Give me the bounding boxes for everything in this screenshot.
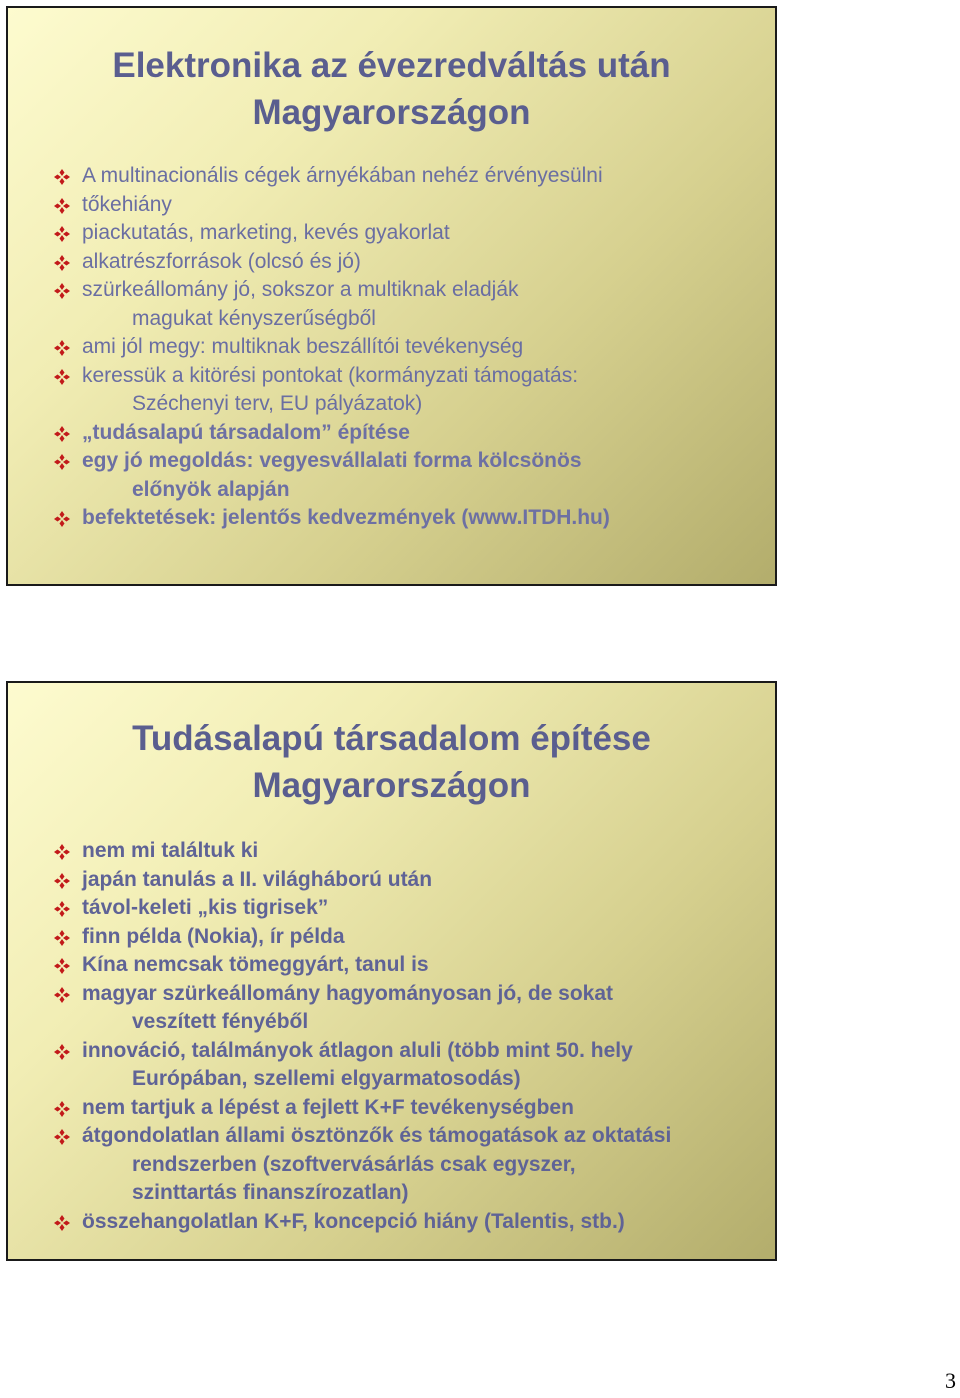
bullet-text: ami jól megy: multiknak beszállítói tevékenység	[82, 335, 524, 358]
diamond-flower-icon	[54, 873, 70, 889]
bullet-item	[52, 837, 775, 866]
diamond-flower-icon	[54, 454, 70, 470]
bullet-text: tőkehiány	[82, 192, 172, 216]
bullet-text: japán tanulás a II. világháború után	[82, 867, 433, 891]
slide-title	[8, 8, 775, 136]
diamond-flower-icon	[54, 987, 70, 1003]
bullet-item	[52, 191, 775, 220]
title-line: Magyarországon	[252, 766, 531, 805]
diamond-flower-icon	[54, 1129, 70, 1145]
bullet-text-continuation: Széchenyi terv, EU pályázatok)	[132, 392, 423, 415]
bullet-item	[52, 1037, 775, 1094]
diamond-flower-icon	[54, 426, 70, 442]
page-number: 3	[945, 1368, 956, 1393]
bullet-item	[52, 248, 775, 277]
title-line: Elektronika az évezredváltás után	[112, 46, 671, 85]
bullet-text: szürkeállomány jó, sokszor a multiknak eladják	[82, 278, 519, 301]
title-line: Tudásalapú társadalom építése	[132, 719, 651, 758]
bullet-text: finn példa (Nokia), ír példa	[82, 924, 345, 948]
bullet-text-continuation: szinttartás finanszírozatlan)	[132, 1181, 409, 1204]
bullet-text: alkatrészforrások (olcsó és jó)	[82, 249, 361, 273]
bullet-item	[52, 1094, 775, 1123]
bullet-text: egy jó megoldás: vegyesvállalati forma kölcsönös	[82, 449, 582, 472]
bullet-item	[52, 419, 775, 448]
diamond-flower-icon	[54, 255, 70, 271]
diamond-flower-icon	[54, 340, 70, 356]
bullet-text: befektetések: jelentős kedvezmények (www.ITDH.hu)	[82, 506, 610, 529]
bullet-item	[52, 504, 775, 533]
bullet-text: összehangolatlan K+F, koncepció hiány (Talentis, stb.)	[82, 1209, 625, 1233]
bullet-text: keressük a kitörési pontokat (kormányzati támogatás:	[82, 363, 579, 387]
bullet-item	[52, 894, 775, 923]
title-line: Magyarországon	[252, 93, 531, 132]
diamond-flower-icon	[54, 169, 70, 185]
diamond-flower-icon	[54, 283, 70, 299]
bullet-text: átgondolatlan állami ösztönzők és támogatások az oktatási	[82, 1124, 672, 1147]
bullet-text: piackutatás, marketing, kevés gyakorlat	[82, 221, 450, 244]
bullet-text: A multinacionális cégek árnyékában nehéz érvényesülni	[82, 164, 603, 187]
slide-2	[6, 681, 777, 1261]
bullet-text: távol-keleti „kis tigrisek”	[82, 896, 329, 919]
diamond-flower-icon	[54, 1215, 70, 1231]
diamond-flower-icon	[54, 511, 70, 527]
diamond-flower-icon	[54, 226, 70, 242]
bullet-text: „tudásalapú társadalom” építése	[82, 420, 410, 444]
bullet-text-continuation: veszített fényéből	[132, 1010, 309, 1033]
diamond-flower-icon	[54, 844, 70, 860]
bullet-item	[52, 219, 775, 248]
bullet-text: innováció, találmányok átlagon aluli (több mint 50. hely	[82, 1038, 633, 1062]
bullet-text-continuation: Európában, szellemi elgyarmatosodás)	[132, 1067, 521, 1090]
diamond-flower-icon	[54, 958, 70, 974]
bullet-text: nem tartjuk a lépést a fejlett K+F tevékenységben	[82, 1095, 574, 1119]
diamond-flower-icon	[54, 1101, 70, 1117]
bullet-text: magyar szürkeállomány hagyományosan jó, de sokat	[82, 981, 614, 1005]
bullet-item	[52, 866, 775, 895]
diamond-flower-icon	[54, 369, 70, 385]
diamond-flower-icon	[54, 930, 70, 946]
bullet-text: Kína nemcsak tömeggyárt, tanul is	[82, 953, 429, 976]
bullet-item	[52, 447, 775, 504]
diamond-flower-icon	[54, 1044, 70, 1060]
bullet-item	[52, 1122, 775, 1208]
bullet-item	[52, 333, 775, 362]
bullet-item	[52, 1208, 775, 1237]
bullet-item	[52, 362, 775, 419]
bullet-text-continuation: rendszerben (szoftvervásárlás csak egyszer,	[132, 1152, 576, 1176]
bullet-text: nem mi találtuk ki	[82, 839, 259, 862]
bullet-list	[8, 837, 775, 1236]
bullet-item	[52, 162, 775, 191]
bullet-item	[52, 951, 775, 980]
bullet-item	[52, 276, 775, 333]
bullet-item	[52, 980, 775, 1037]
diamond-flower-icon	[54, 901, 70, 917]
bullet-text-continuation: magukat kényszerűségből	[132, 306, 376, 330]
bullet-list	[8, 162, 775, 533]
bullet-text-continuation: előnyök alapján	[132, 477, 290, 501]
slide-1	[6, 6, 777, 586]
bullet-item	[52, 923, 775, 952]
slide-title	[8, 683, 775, 809]
diamond-flower-icon	[54, 198, 70, 214]
